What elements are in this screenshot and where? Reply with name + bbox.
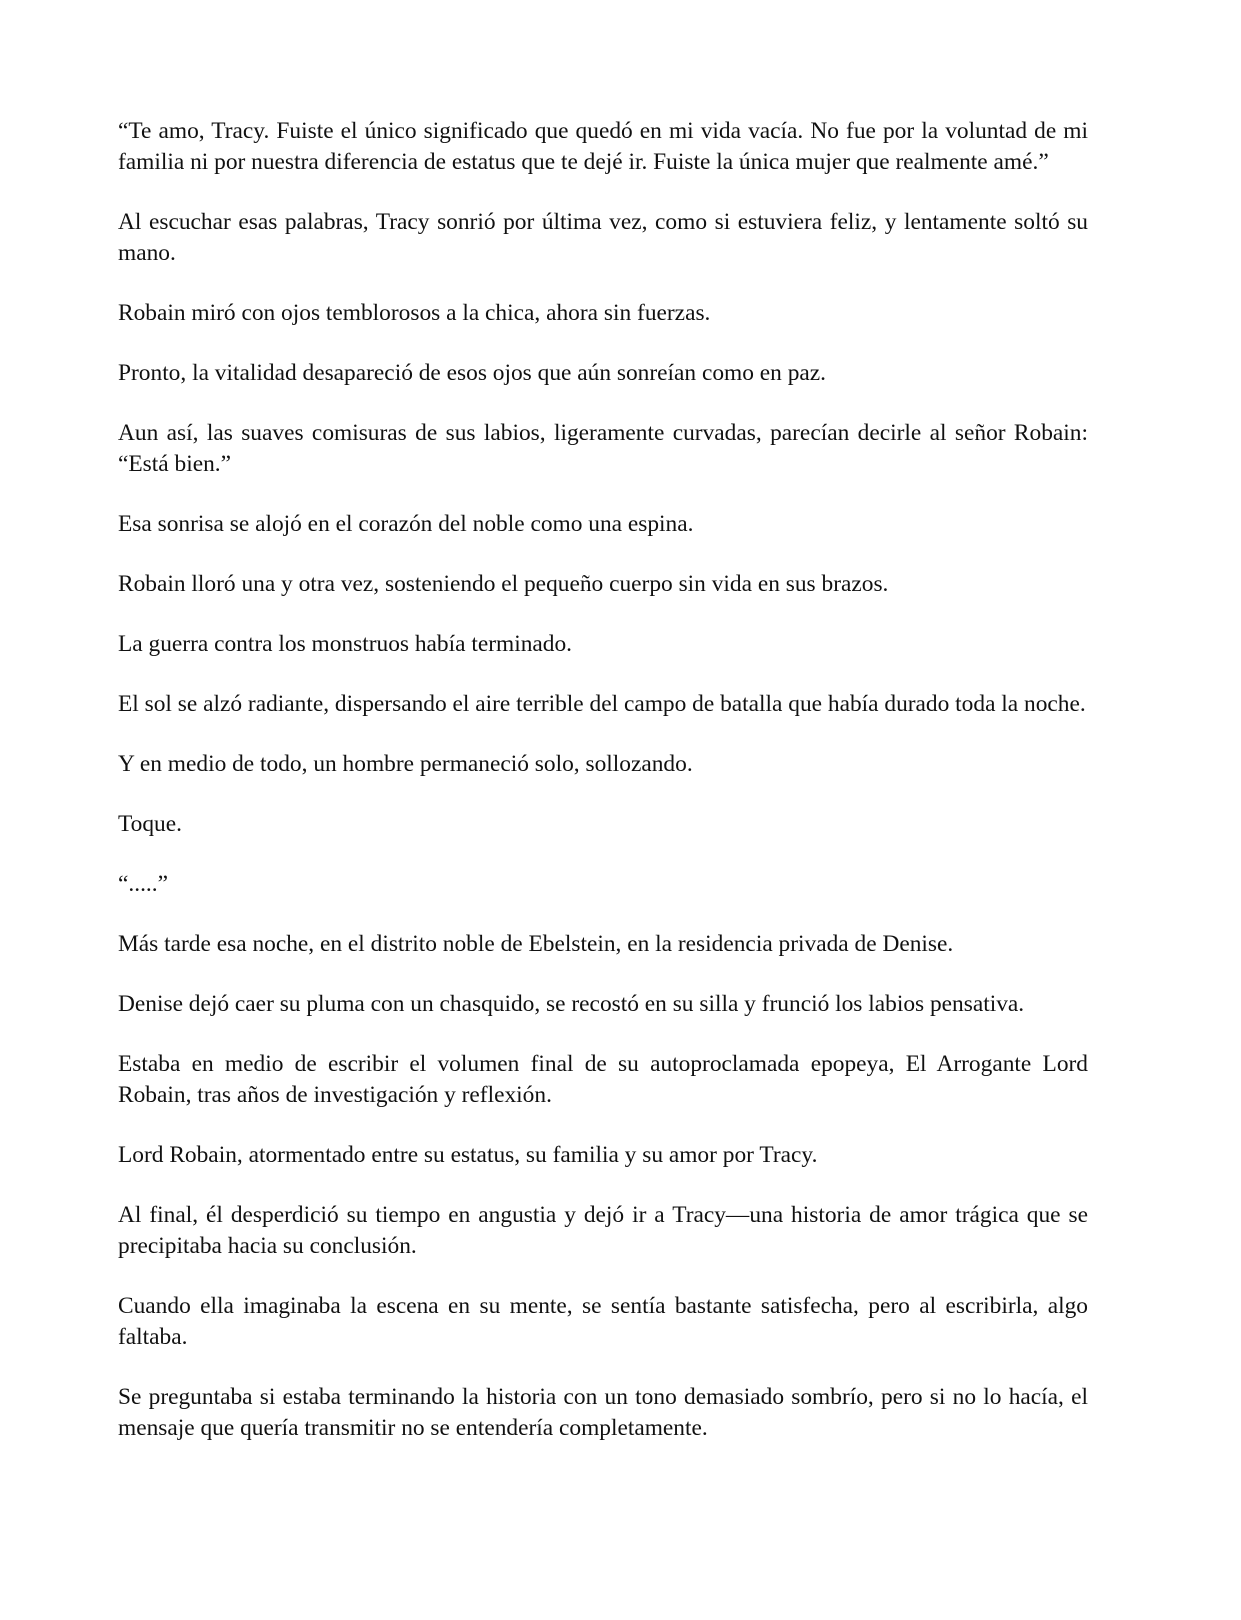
paragraph-1: “Te amo, Tracy. Fuiste el único significado que quedó en mi vida vacía. No fue por la voluntad de mi familia ni por nuestra diferencia de estatus que te dejé ir. Fuiste la única mujer que realmente amé.” [118,118,1088,175]
paragraph-17: Al final, él desperdició su tiempo en angustia y dejó ir a Tracy—una historia de amor trágica que se precipitaba hacia su conclusión. [118,1202,1088,1259]
paragraph-19: Se preguntaba si estaba terminando la historia con un tono demasiado sombrío, pero si no lo hacía, el mensaje que quería transmitir no se entendería completamente. [118,1384,1088,1441]
paragraph-7: Robain lloró una y otra vez, sosteniendo el pequeño cuerpo sin vida en sus brazos. [118,571,889,597]
paragraph-12: “.....” [118,871,169,897]
paragraph-18: Cuando ella imaginaba la escena en su mente, se sentía bastante satisfecha, pero al escribirla, algo faltaba. [118,1293,1088,1350]
paragraph-3: Robain miró con ojos temblorosos a la chica, ahora sin fuerzas. [118,300,711,326]
paragraph-11: Toque. [118,811,182,837]
paragraph-16: Lord Robain, atormentado entre su estatus, su familia y su amor por Tracy. [118,1142,818,1168]
paragraph-5: Aun así, las suaves comisuras de sus labios, ligeramente curvadas, parecían decirle al señor Robain: “Está bien.” [118,420,1088,477]
paragraph-15: Estaba en medio de escribir el volumen final de su autoproclamada epopeya, El Arrogante Lord Robain, tras años de investigación y reflexión. [118,1051,1088,1108]
paragraph-4: Pronto, la vitalidad desapareció de esos ojos que aún sonreían como en paz. [118,360,827,386]
paragraph-8: La guerra contra los monstruos había terminado. [118,631,573,657]
paragraph-10: Y en medio de todo, un hombre permaneció solo, sollozando. [118,751,693,777]
paragraph-13: Más tarde esa noche, en el distrito noble de Ebelstein, en la residencia privada de Denise. [118,931,954,957]
paragraph-6: Esa sonrisa se alojó en el corazón del noble como una espina. [118,511,694,537]
text-body [118,116,1088,1473]
paragraph-2: Al escuchar esas palabras, Tracy sonrió por última vez, como si estuviera feliz, y lentamente soltó su mano. [118,209,1088,266]
paragraph-14: Denise dejó caer su pluma con un chasquido, se recostó en su silla y frunció los labios pensativa. [118,991,1025,1017]
paragraph-9: El sol se alzó radiante, dispersando el aire terrible del campo de batalla que había durado toda la noche. [118,691,1086,717]
